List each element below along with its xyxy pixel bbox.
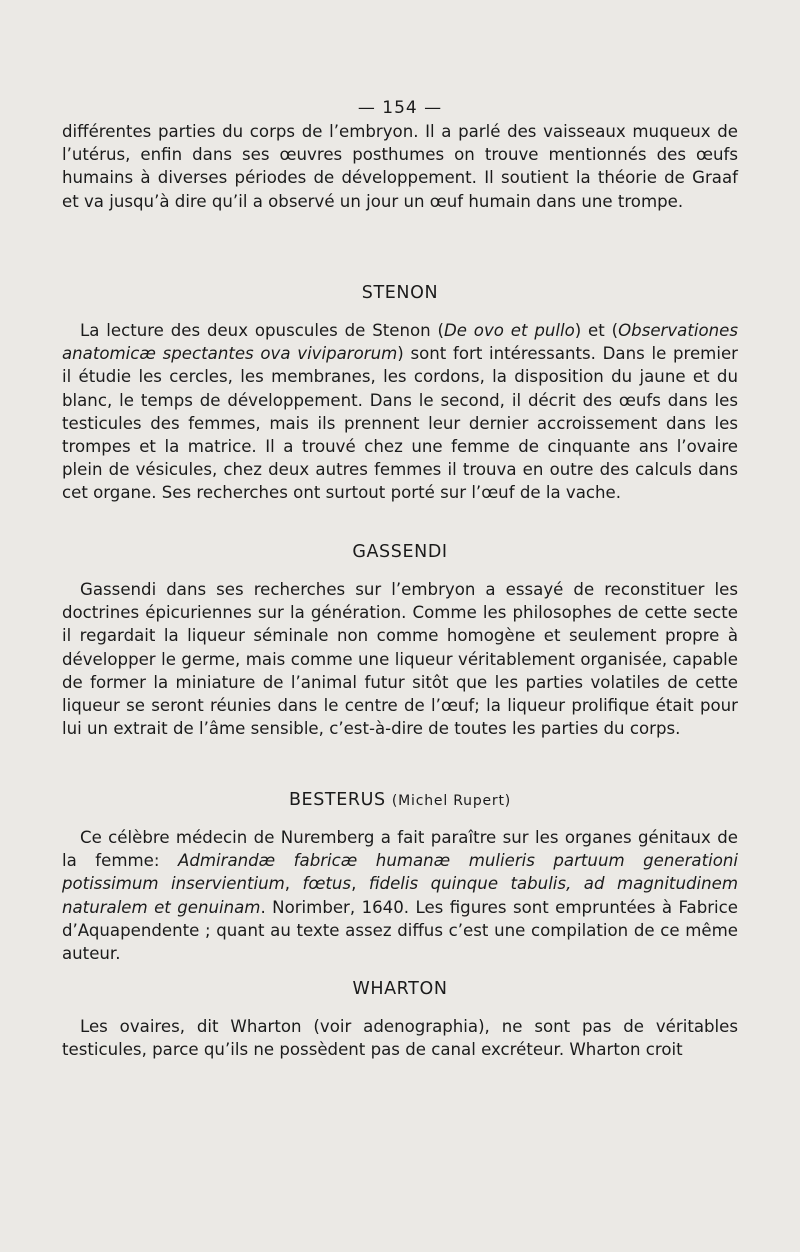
- besterus-title-1: Admirandæ fabricæ humanæ mulieris partuum generationi potissimum inservientium: [62, 851, 738, 894]
- besterus-title-3: fidelis quinque tabulis, ad magnitudinem naturalem et genuinam: [62, 874, 738, 917]
- gassendi-heading: GASSENDI: [352, 542, 448, 562]
- stenon-title-2: Observationes anatomicæ spectantes ova viviparorum: [62, 321, 738, 364]
- besterus-text-2: ,: [284, 874, 303, 894]
- gassendi-paragraph: Gassendi dans ses recherches sur l’embryon a essayé de reconstituer les doctrines épicuriennes sur la génération. Comme les philosophes de cette secte il regardait la liqueur séminale non comme homogène et seulement propre à développer le germe, mais comme une liqueur véritablement organisée, capable de former la miniature de l’animal futur sitôt que les parties volatiles de cette liqueur se seront réunies dans le centre de l’œuf; la liqueur prolifique était pour lui un extrait de l’âme sensible, c’est-à-dire de toutes les parties du corps.: [62, 580, 738, 739]
- besterus-text-1: Ce célèbre médecin de Nuremberg a fait paraître sur les organes génitaux de la femme:: [62, 828, 738, 871]
- stenon-block: [62, 319, 738, 505]
- gassendi-block: [62, 578, 738, 740]
- besterus-text-4: . Norimber, 1640. Les figures sont empruntées à Fabrice d’Aquapendente ; quant au texte assez diffus c’est une compilation de ce même auteur.: [62, 897, 738, 964]
- stenon-paragraph: [62, 319, 738, 505]
- besterus-subtitle: (Michel Rupert): [391, 793, 512, 809]
- besterus-paragraph: [62, 826, 738, 965]
- besterus-block: [62, 826, 738, 965]
- besterus-heading: [0, 790, 800, 810]
- besterus-title: BESTERUS: [288, 790, 386, 810]
- stenon-text-1: La lecture des deux opuscules de Stenon (: [80, 321, 444, 340]
- stenon-text-2: ) et (: [574, 321, 619, 340]
- intro-paragraph: différentes parties du corps de l’embryon. Il a parlé des vaisseaux muqueux de l’utérus, enfin dans ses œuvres posthumes on trouve mentionnés des œufs humains à diverses périodes de développement. Il soutient la théorie de Graaf et va jusqu’à dire qu’il a observé un jour un œuf humain dans une trompe.: [62, 122, 738, 211]
- wharton-paragraph: Les ovaires, dit Wharton (voir adenographia), ne sont pas de véritables testicules, parce qu’ils ne possèdent pas de canal excréteur. Wharton croit: [62, 1017, 738, 1060]
- stenon-title-1: De ovo et pullo: [443, 321, 575, 340]
- page-number: — 154 —: [357, 98, 443, 118]
- wharton-block: [62, 1015, 738, 1061]
- stenon-heading: STENON: [361, 283, 439, 303]
- besterus-title-2: fœtus: [302, 874, 352, 894]
- besterus-text-3: ,: [351, 874, 369, 894]
- intro-block: [62, 120, 738, 213]
- wharton-heading: WHARTON: [352, 979, 448, 999]
- stenon-text-3: ) sont fort intéressants. Dans le premier il étudie les cercles, les membranes, les cordons, la disposition du jaune et du blanc, le temps de développement. Dans le second, il décrit des œufs dans les testicules des femmes, mais ils prennent leur dernier accroissement dans les trompes et la matrice. Il a trouvé chez une femme de cinquante ans l’ovaire plein de vésicules, chez deux autres femmes il trouva en outre des calculs dans cet organe. Ses recherches ont surtout porté sur l’œuf de la vache.: [62, 344, 738, 503]
